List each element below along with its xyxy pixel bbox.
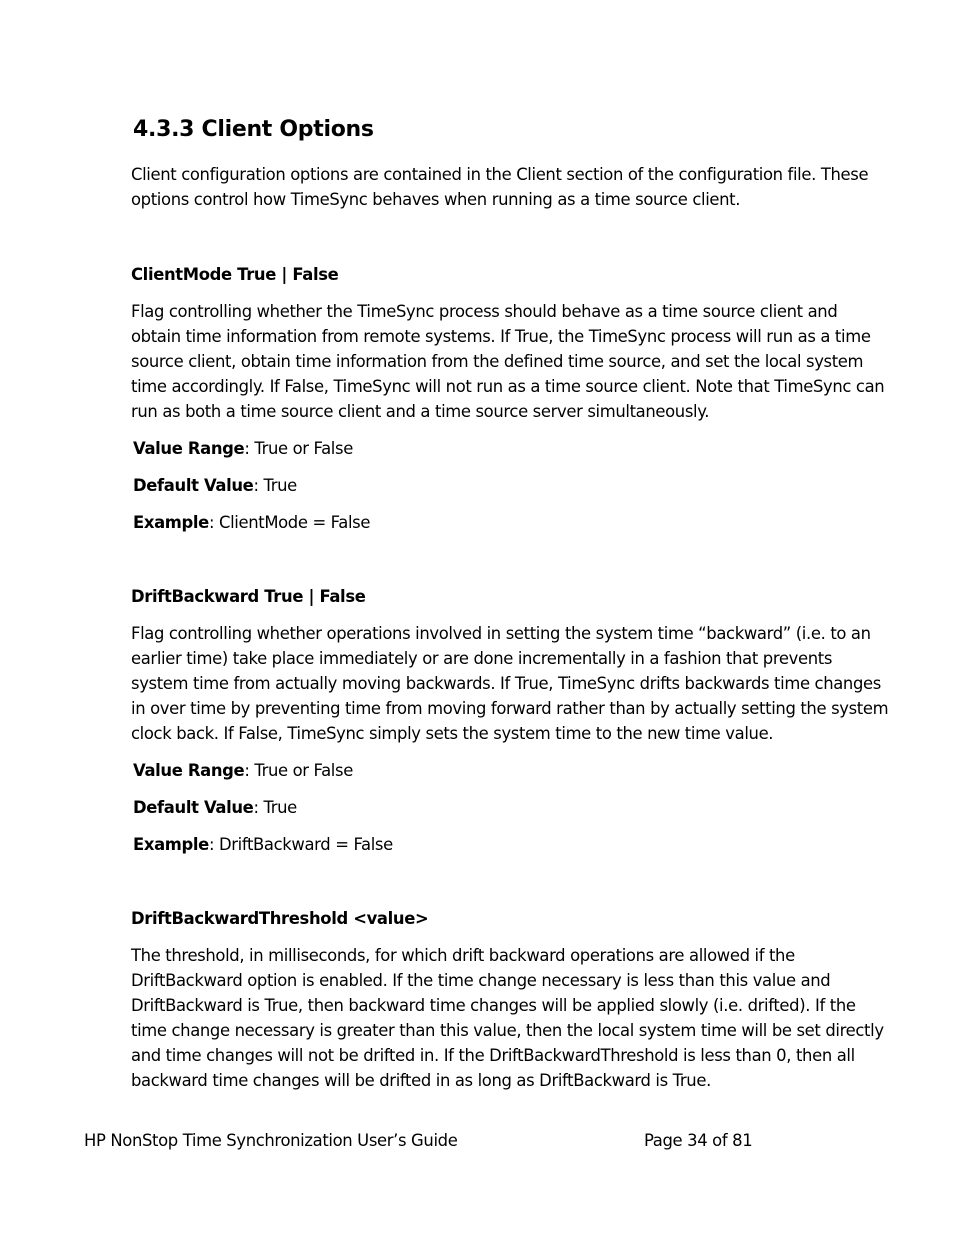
- example-value: : ClientMode = False: [208, 513, 371, 532]
- example-value: : DriftBackward = False: [208, 835, 393, 854]
- footer-title: HP NonStop Time Synchronization User’s Guide: [84, 1131, 458, 1150]
- default-value-label: Default Value: [133, 798, 254, 817]
- section-intro: Client configuration options are contained in the Client section of the configuration file. These options control how TimeSync behaves when running as a time source client.: [131, 165, 869, 209]
- option-clientmode: [131, 263, 891, 535]
- option-driftbackwardthreshold: [131, 907, 891, 1093]
- example-label: Example: [133, 513, 209, 532]
- default-value-line: [133, 474, 891, 498]
- value-range-value: : True or False: [244, 439, 353, 458]
- option-description: The threshold, in milliseconds, for which drift backward operations are allowed if the DriftBackward option is enabled. If the time change necessary is less than this value and DriftBackward is True, then backward time changes will be applied slowly (i.e. drifted). If the time change necessary is greater than this value, then the local system time will be set directly and time changes will not be drifted in. If the DriftBackwardThreshold is less than 0, then all backward time changes will be drifted in as long as DriftBackward is True.: [131, 946, 884, 1090]
- option-heading: ClientMode True | False: [131, 265, 339, 284]
- value-range-line: [133, 437, 891, 461]
- option-heading: DriftBackwardThreshold <value>: [131, 909, 429, 928]
- page-number: Page 34 of 81: [644, 1131, 753, 1150]
- option-heading: DriftBackward True | False: [131, 587, 366, 606]
- option-description: Flag controlling whether the TimeSync process should behave as a time source client and obtain time information from remote systems. If True, the TimeSync process will run as a time source client, obtain time information from the defined time source, and set the local system time accordingly. If False, TimeSync will not run as a time source client. Note that TimeSync can run as both a time source client and a time source server simultaneously.: [131, 302, 885, 421]
- example-label: Example: [133, 835, 209, 854]
- value-range-label: Value Range: [133, 761, 245, 780]
- option-driftbackward: [131, 585, 891, 857]
- section-heading: 4.3.3 Client Options: [133, 117, 374, 142]
- value-range-line: [133, 759, 891, 783]
- example-line: [133, 833, 891, 857]
- default-value-value: : True: [253, 798, 297, 817]
- option-description: Flag controlling whether operations involved in setting the system time “backward” (i.e. to an earlier time) take place immediately or are done incrementally in a fashion that prevents system time from actually moving backwards. If True, TimeSync drifts backwards time changes in over time by preventing time from moving forward rather than by actually setting the system clock back. If False, TimeSync simply sets the system time to the new time value.: [131, 624, 889, 743]
- value-range-label: Value Range: [133, 439, 245, 458]
- default-value-value: : True: [253, 476, 297, 495]
- default-value-line: [133, 796, 891, 820]
- example-line: [133, 511, 891, 535]
- default-value-label: Default Value: [133, 476, 254, 495]
- page-content: [131, 112, 891, 1093]
- value-range-value: : True or False: [244, 761, 353, 780]
